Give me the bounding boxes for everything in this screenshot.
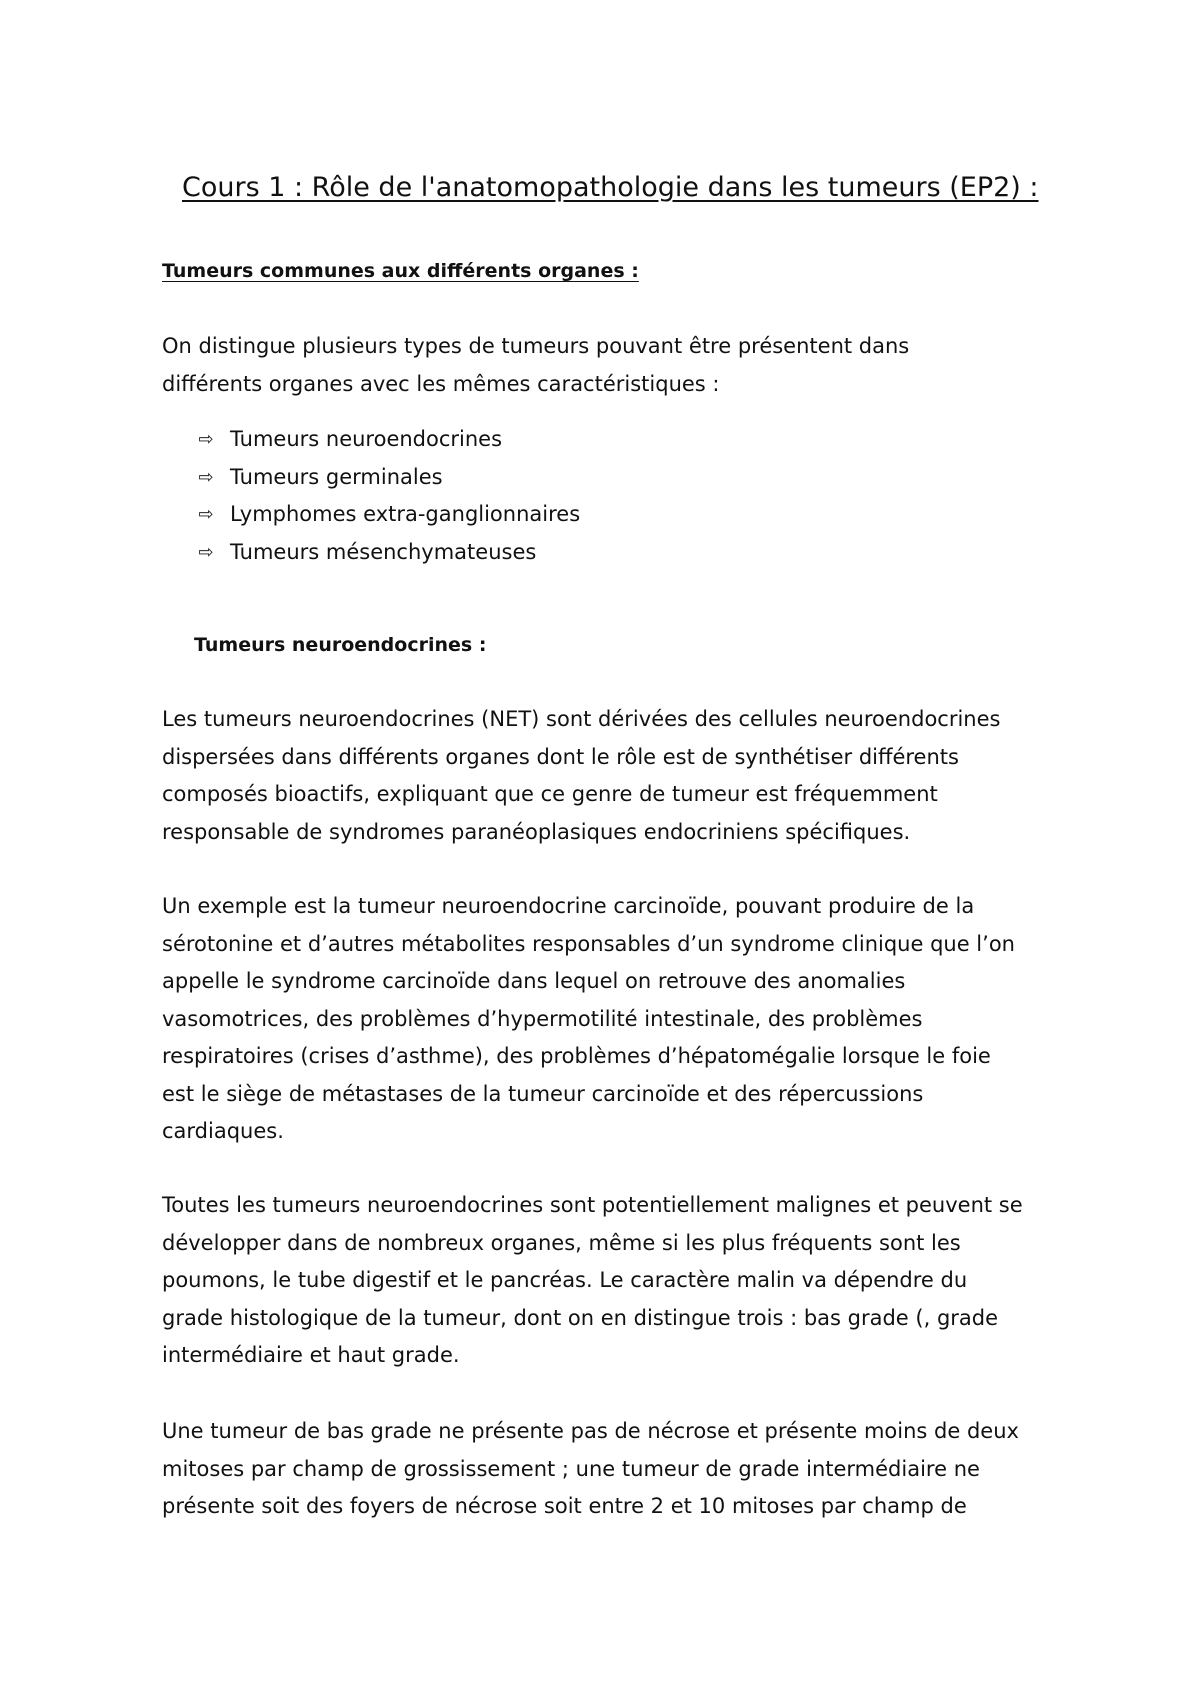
section-heading-common: Tumeurs communes aux différents organes : xyxy=(162,260,639,282)
body-paragraph: Une tumeur de bas grade ne présente pas de nécrose et présente moins de deux mitoses par champ de grossissement ; une tumeur de grade intermédiaire ne présente soit des foyers de nécrose soit entre 2 et 10 mitoses par champ de xyxy=(162,1419,1019,1518)
list-item xyxy=(196,496,580,534)
list-item-label: Tumeurs mésenchymateuses xyxy=(230,539,537,564)
list-item xyxy=(196,534,580,572)
arrow-icon: ⇨ xyxy=(198,504,214,525)
tumor-type-list xyxy=(196,421,580,571)
body-paragraph: Un exemple est la tumeur neuroendocrine carcinoïde, pouvant produire de la sérotonine et d’autres métabolites responsables d’un syndrome clinique que l’on appelle le syndrome carcinoïde dans lequel on retrouve des anomalies vasomotrices, des problèmes d’hypermotilité intestinale, des problèmes respiratoires (crises d’asthme), des problèmes d’hépatomégalie lorsque le foie est le siège de métastases de la tumeur carcinoïde et des répercussions cardiaques. xyxy=(162,894,1015,1143)
arrow-icon: ⇨ xyxy=(198,541,214,563)
list-item-label: Lymphomes extra-ganglionnaires xyxy=(230,502,581,526)
list-item xyxy=(196,459,580,497)
list-item xyxy=(196,421,580,459)
body-paragraph: Toutes les tumeurs neuroendocrines sont potentiellement malignes et peuvent se développer dans de nombreux organes, même si les plus fréquents sont les poumons, le tube digestif et le pancréas. Le caractère malin va dépendre du grade histologique de la tumeur, dont on en distingue trois : bas grade (, grade intermédiaire et haut grade. xyxy=(162,1193,1023,1367)
arrow-icon: ⇨ xyxy=(198,466,214,488)
body-paragraph: Les tumeurs neuroendocrines (NET) sont dérivées des cellules neuroendocrines dispersées dans différents organes dont le rôle est de synthétiser différents composés bioactifs, expliquant que ce genre de tumeur est fréquemment responsable de syndromes paranéoplasiques endocriniens spécifiques. xyxy=(162,707,1001,844)
arrow-icon: ⇨ xyxy=(198,429,214,450)
section-heading-neuroendocrine: Tumeurs neuroendocrines : xyxy=(194,634,487,656)
page-title: Cours 1 : Rôle de l'anatomopathologie dans les tumeurs (EP2) : xyxy=(182,172,1039,203)
list-item-label: Tumeurs germinales xyxy=(230,464,443,489)
list-item-label: Tumeurs neuroendocrines xyxy=(230,427,503,451)
intro-paragraph: On distingue plusieurs types de tumeurs pouvant être présentent dans différents organes avec les mêmes caractéristiques : xyxy=(162,334,910,396)
